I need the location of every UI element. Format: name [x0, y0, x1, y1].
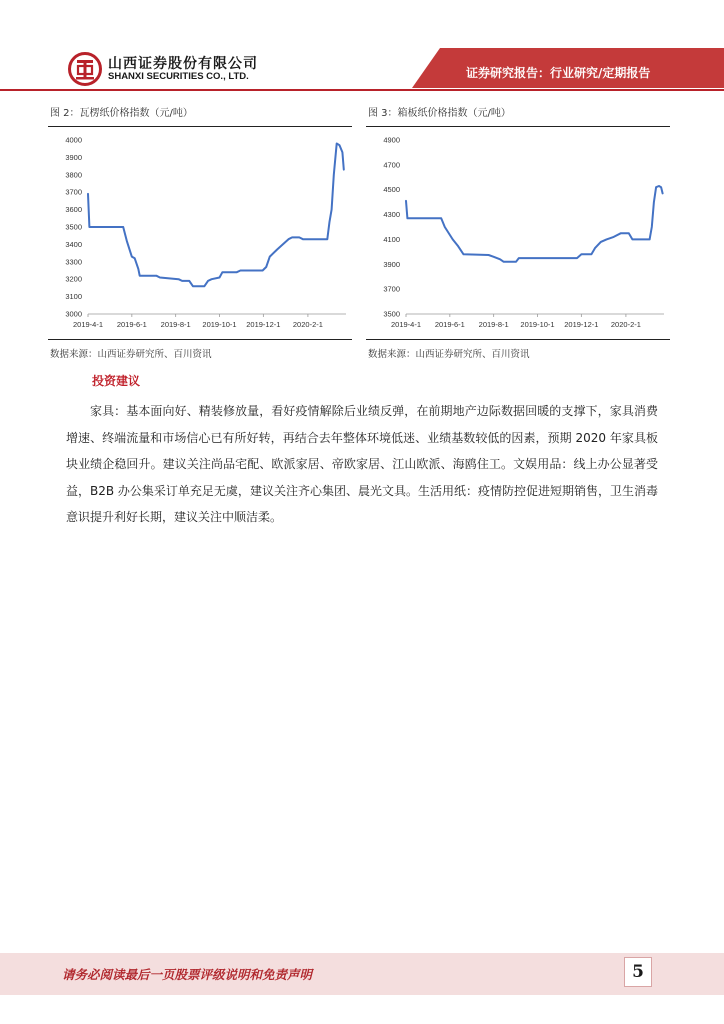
y-tick-label: 3700: [383, 284, 400, 294]
figure-2-top-rule: [48, 126, 352, 127]
figure-3-top-rule: [366, 126, 670, 127]
chart-corrugated-paper: [48, 130, 352, 336]
figure-3-title: 图 3：箱板纸价格指数（元/吨）: [368, 108, 511, 119]
y-tick-label: 3000: [65, 309, 82, 319]
x-tick-label: 2019-12-1: [564, 320, 599, 329]
figure-2-bottom-rule: [48, 339, 352, 340]
y-tick-label: 3500: [65, 222, 82, 232]
x-tick-label: 2019-6-1: [434, 320, 465, 329]
x-tick-label: 2019-6-1: [116, 320, 147, 329]
company-name-cn: 山西证券股份有限公司: [108, 56, 258, 72]
y-tick-label: 4100: [383, 234, 400, 244]
y-tick-label: 3500: [383, 309, 400, 319]
y-tick-label: 3600: [65, 205, 82, 215]
y-tick-label: 3300: [65, 257, 82, 267]
figure-2-title: 图 2：瓦楞纸价格指数（元/吨）: [50, 108, 193, 119]
x-tick-label: 2019-4-1: [390, 320, 422, 329]
page-number-box: [624, 957, 652, 987]
x-tick-label: 2019-10-1: [520, 320, 555, 329]
x-tick-label: 2019-8-1: [478, 320, 509, 329]
y-tick-label: 3200: [65, 274, 82, 284]
x-tick-label: 2019-4-1: [72, 320, 104, 329]
y-tick-label: 3700: [65, 187, 82, 197]
figure-2-source: 数据来源：山西证券研究所、百川资讯: [50, 349, 212, 360]
price-index-line: [88, 144, 344, 287]
company-logo-icon: [68, 52, 102, 86]
page-header: [0, 0, 724, 92]
figure-3-source: 数据来源：山西证券研究所、百川资讯: [368, 349, 530, 360]
report-type: 证券研究报告：行业研究/定期报告: [466, 66, 651, 80]
y-tick-label: 4900: [383, 135, 400, 145]
x-tick-label: 2019-8-1: [160, 320, 191, 329]
company-name-en: SHANXI SECURITIES CO., LTD.: [108, 71, 249, 82]
chart-boxboard-paper: [366, 130, 670, 336]
page-number: 5: [632, 962, 644, 982]
y-tick-label: 4300: [383, 210, 400, 220]
y-tick-label: 3900: [65, 152, 82, 162]
figure-3-bottom-rule: [366, 339, 670, 340]
x-tick-label: 2019-12-1: [246, 320, 281, 329]
header-rule: [0, 89, 724, 91]
x-tick-label: 2019-10-1: [202, 320, 237, 329]
footer-disclaimer: 请务必阅读最后一页股票评级说明和免责声明: [62, 967, 313, 982]
y-tick-label: 3900: [383, 259, 400, 269]
y-tick-label: 3400: [65, 239, 82, 249]
y-tick-label: 4700: [383, 160, 400, 170]
y-tick-label: 4000: [65, 135, 82, 145]
y-tick-label: 4500: [383, 185, 400, 195]
price-index-line: [406, 186, 663, 262]
y-tick-label: 3100: [65, 292, 82, 302]
x-tick-label: 2020-2-1: [610, 320, 641, 329]
section-title: 投资建议: [92, 374, 141, 388]
y-tick-label: 3800: [65, 170, 82, 180]
investment-paragraph: 家具：基本面向好、精装修放量，看好疫情解除后业绩反弹，在前期地产边际数据回暖的支撑下，家具消费增速、终端流量和市场信心已有所好转，再结合去年整体环境低迷、业绩基数较低的因素，预期 2020 年家具板块业绩企稳回升。建议关注尚品宅配、欧派家居、帝欧家居、江山欧派、海鸥住工。文娱用品：线上办公显著受益，B2B 办公集采订单充足无虞，建议关注齐心集团、晨光文具。生活用纸：疫情防控促进短期销售，卫生消毒意识提升利好长期，建议关注中顺洁柔。: [66, 404, 658, 525]
x-tick-label: 2020-2-1: [292, 320, 323, 329]
